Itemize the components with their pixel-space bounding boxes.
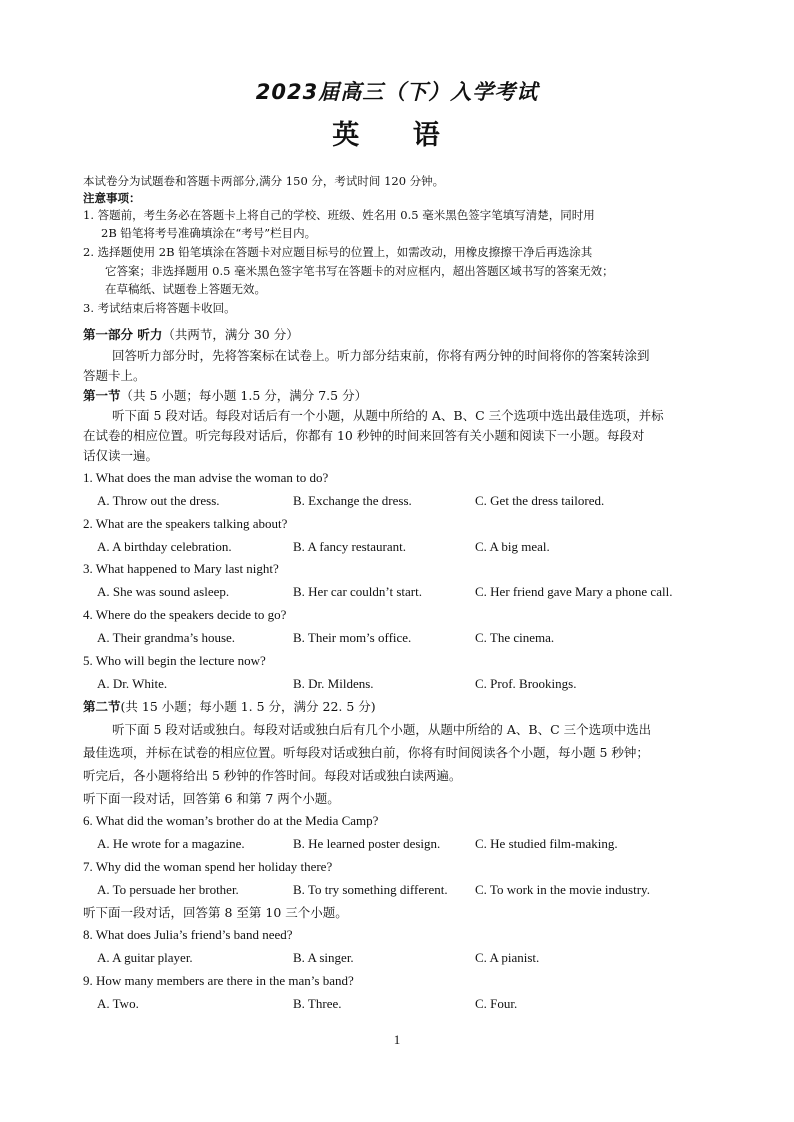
section2-desc: 最佳选项，并标在试卷的相应位置。听每段对话或独白前，你将有时间阅读各个小题，每小题 5 秒钟；: [83, 745, 649, 760]
notice-item: 它答案；非选择题用 0.5 毫米黑色签字笔书写在答题卡的对应框内，超出答题区域书写的答案无效；: [105, 264, 614, 278]
option-c: C. To work in the movie industry.: [475, 882, 650, 897]
part1-heading: [83, 325, 299, 345]
option-b: B. He learned poster design.: [293, 836, 441, 851]
option-a: A. Their grandma’s house.: [97, 630, 236, 645]
option-c: C. Four.: [475, 996, 518, 1011]
option-a: A. To persuade her brother.: [97, 882, 239, 897]
part1-desc: 答题卡上。: [83, 368, 146, 383]
section2-desc: 听下面 5 段对话或独白。每段对话或独白后有几个小题，从题中所给的 A、B、C 三个选项中选出: [112, 722, 652, 737]
option-b: B. Her car couldn’t start.: [293, 584, 422, 599]
option-c: C. A big meal.: [475, 539, 550, 554]
question-stem: 9. How many members are there in the man’s band?: [83, 973, 354, 988]
option-b: B. Their mom’s office.: [293, 630, 412, 645]
subject-title: 英 语: [332, 120, 462, 151]
section1-desc: 话仅读一遍。: [83, 448, 159, 463]
option-c: C. Get the dress tailored.: [475, 493, 605, 508]
question-stem: 4. Where do the speakers decide to go?: [83, 607, 287, 622]
option-a: A. He wrote for a magazine.: [97, 836, 245, 851]
question-stem: 6. What did the woman’s brother do at the Media Camp?: [83, 813, 379, 828]
question-stem: 5. Who will begin the lecture now?: [83, 653, 266, 668]
option-b: B. To try something different.: [293, 882, 448, 897]
notice-item: 2. 选择题使用 2B 铅笔填涂在答题卡对应题目标号的位置上，如需改动，用橡皮擦擦干净后再选涂其: [83, 245, 593, 259]
option-c: C. Prof. Brookings.: [475, 676, 577, 691]
page-number: 1: [393, 1032, 401, 1047]
exam-title: 2023届高三（下）入学考试: [255, 80, 539, 104]
section2-desc: 听完后，各小题将给出 5 秒钟的作答时间。每段对话或独白读两遍。: [83, 768, 462, 783]
section2-heading-rest: (共 15 小题；每小题 1. 5 分，满分 22. 5 分): [120, 699, 376, 714]
option-c: C. He studied film-making.: [475, 836, 618, 851]
part1-desc: 回答听力部分时，先将答案标在试卷上。听力部分结束前，你将有两分钟的时间将你的答案转涂到: [112, 348, 650, 363]
option-a: A. Dr. White.: [97, 676, 168, 691]
option-b: B. Dr. Mildens.: [293, 676, 374, 691]
notice-intro: 本试卷分为试题卷和答题卡两部分,满分 150 分，考试时间 120 分钟。: [83, 174, 445, 188]
section2-heading-bold: 第二节: [83, 699, 121, 714]
option-b: B. A singer.: [293, 950, 354, 965]
section1-desc: 听下面 5 段对话。每段对话后有一个小题，从题中所给的 A、B、C 三个选项中选出最佳选项，并标: [112, 408, 664, 423]
section2-heading: [83, 697, 376, 717]
question-stem: 3. What happened to Mary last night?: [83, 561, 279, 576]
notice-item: 2B 铅笔将考号准确填涂在“考号”栏目内。: [101, 226, 317, 240]
section1-heading-bold: 第一节: [83, 388, 121, 403]
question-stem: 8. What does Julia’s friend’s band need?: [83, 927, 293, 942]
option-b: B. Three.: [293, 996, 342, 1011]
option-c: C. A pianist.: [475, 950, 540, 965]
notice-item: 在草稿纸、试题卷上答题无效。: [105, 282, 266, 296]
section1-desc: 在试卷的相应位置。听完每段对话后，你都有 10 秒钟的时间来回答有关小题和阅读下一小题。每段对: [83, 428, 645, 443]
option-a: A. A guitar player.: [97, 950, 193, 965]
part1-heading-bold: 第一部分 听力: [83, 327, 163, 342]
option-a: A. Two.: [97, 996, 139, 1011]
question-stem: 7. Why did the woman spend her holiday there?: [83, 859, 333, 874]
option-a: A. She was sound asleep.: [97, 584, 230, 599]
option-b: B. Exchange the dress.: [293, 493, 412, 508]
option-a: A. Throw out the dress.: [97, 493, 220, 508]
dialogue-lead: 听下面一段对话，回答第 8 至第 10 三个小题。: [83, 905, 348, 920]
notice-item: 3. 考试结束后将答题卡收回。: [83, 301, 236, 315]
dialogue-lead: 听下面一段对话，回答第 6 和第 7 两个小题。: [83, 791, 340, 806]
notice-item: 1. 答题前，考生务必在答题卡上将自己的学校、班级、姓名用 0.5 毫米黑色签字笔填写清楚，同时用: [83, 208, 595, 222]
part1-heading-rest: （共两节，满分 30 分）: [162, 327, 299, 342]
option-c: C. Her friend gave Mary a phone call.: [475, 584, 673, 599]
question-stem: 1. What does the man advise the woman to do?: [83, 470, 329, 485]
section1-heading-rest: （共 5 小题；每小题 1.5 分，满分 7.5 分）: [120, 388, 368, 403]
question-stem: 2. What are the speakers talking about?: [83, 516, 288, 531]
option-a: A. A birthday celebration.: [97, 539, 232, 554]
option-b: B. A fancy restaurant.: [293, 539, 406, 554]
option-c: C. The cinema.: [475, 630, 555, 645]
section1-heading: [83, 386, 367, 406]
notice-heading: 注意事项：: [83, 191, 141, 205]
